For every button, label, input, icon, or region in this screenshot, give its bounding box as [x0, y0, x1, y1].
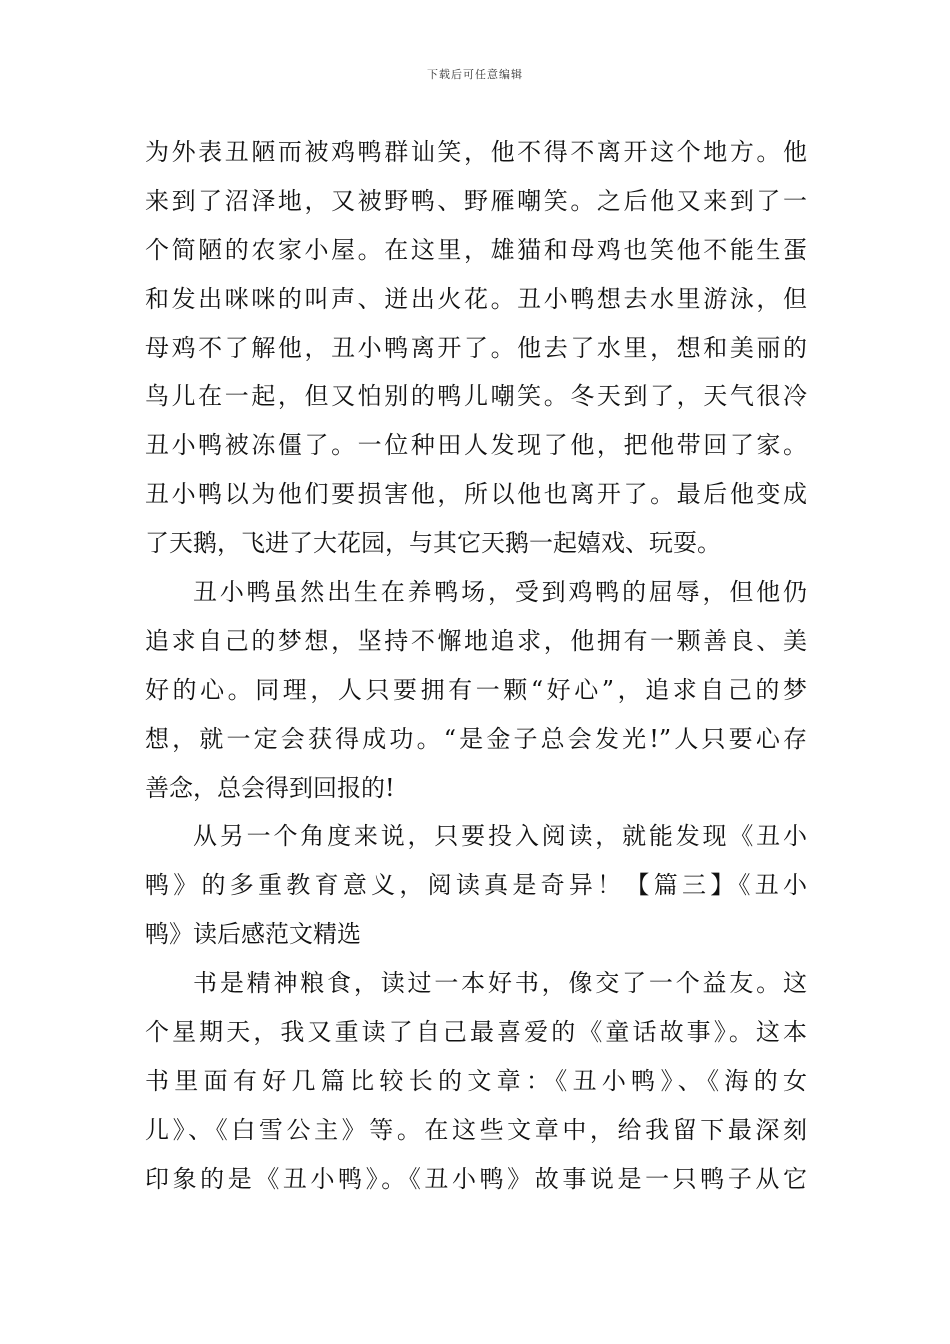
text-line: 印象的是《丑小鸭》。《丑小鸭》故事说是一只鸭子从它	[145, 1164, 807, 1193]
text-line: 想，就一定会获得成功。“是金子总会发光!”人只要心存	[145, 724, 807, 753]
text-line: 个星期天，我又重读了自己最喜爱的《童话故事》。这本	[145, 1018, 807, 1047]
text-line: 丑小鸭被冻僵了。一位种田人发现了他，把他带回了家。	[145, 431, 807, 460]
text-line: 个简陋的农家小屋。在这里，雄猫和母鸡也笑他不能生蛋	[145, 235, 807, 264]
text-line: 母鸡不了解他，丑小鸭离开了。他去了水里，想和美丽的	[145, 333, 807, 362]
text-line: 来到了沼泽地，又被野鸭、野雁嘲笑。之后他又来到了一	[145, 186, 807, 215]
header-note: 下载后可任意编辑	[427, 68, 523, 81]
text-line: 鸭》的多重教育意义，阅读真是奇异！【篇三】《丑小	[145, 871, 807, 900]
text-line: 鸟儿在一起，但又怕别的鸭儿嘲笑。冬天到了，天气很冷	[145, 382, 807, 411]
text-line: 和发出咪咪的叫声、迸出火花。丑小鸭想去水里游泳，但	[145, 284, 807, 313]
text-line: 好的心。同理，人只要拥有一颗“好心”，追求自己的梦	[145, 675, 807, 704]
text-line: 为外表丑陋而被鸡鸭群讪笑，他不得不离开这个地方。他	[145, 138, 807, 166]
text-line: 儿》、《白雪公主》等。在这些文章中，给我留下最深刻	[145, 1115, 807, 1144]
text-line: 了天鹅，飞进了大花园，与其它天鹅一起嬉戏、玩耍。	[145, 529, 721, 558]
text-line: 善念，总会得到回报的!	[145, 773, 395, 802]
text-line: 书是精神粮食，读过一本好书，像交了一个益友。这	[193, 969, 807, 998]
text-line: 从另一个角度来说，只要投入阅读，就能发现《丑小	[193, 822, 807, 851]
text-line: 鸭》读后感范文精选	[145, 920, 361, 949]
body-text	[145, 128, 807, 1204]
text-line: 丑小鸭以为他们要损害他，所以他也离开了。最后他变成	[145, 480, 807, 509]
text-line: 追求自己的梦想，坚持不懈地追求，他拥有一颗善良、美	[145, 626, 807, 655]
text-line: 丑小鸭虽然出生在养鸭场，受到鸡鸭的屈辱，但他仍	[193, 578, 807, 607]
text-line: 书里面有好几篇比较长的文章：《丑小鸭》、《海的女	[145, 1066, 807, 1095]
